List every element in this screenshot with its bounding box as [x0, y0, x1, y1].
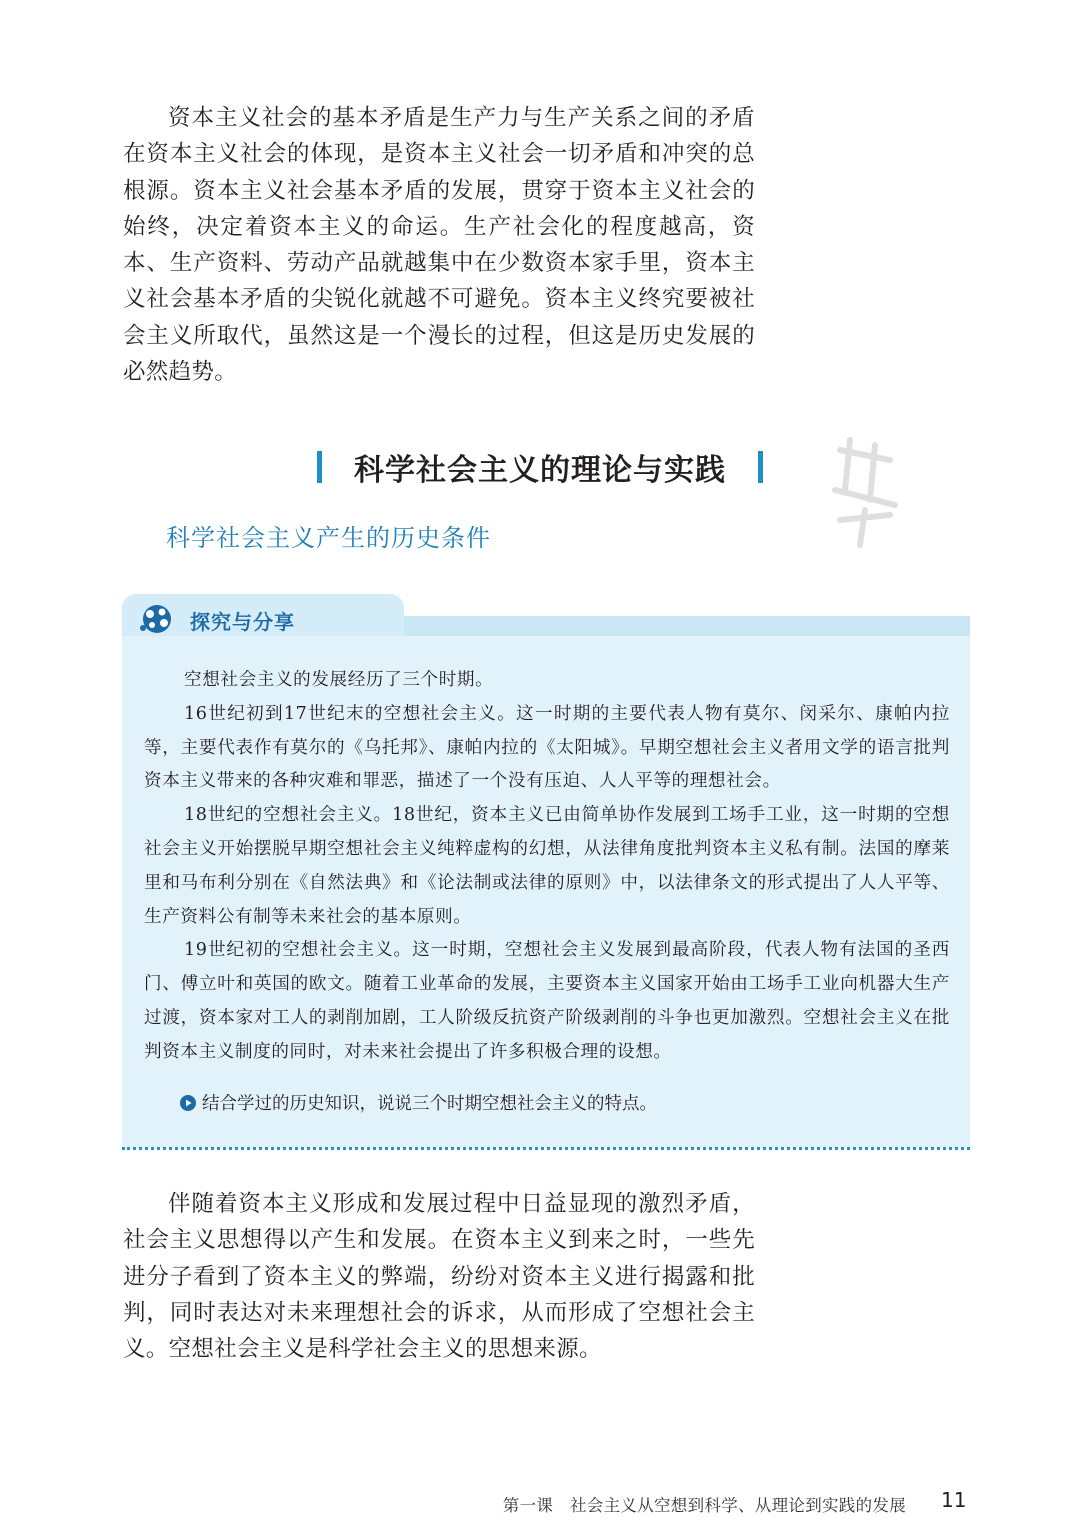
explore-paragraph: 18世纪的空想社会主义。18世纪，资本主义已由简单协作发展到工场手工业，这一时期的空想社会主义开始摆脱早期空想社会主义纯粹虚构的幻想，从法律角度批判资本主义私有制。法国的摩莱里和马布利分别在《自然法典》和《论法制或法律的原则》中，以法律条文的形式提出了人人平等、生产资料公有制等未来社会的基本原则。	[144, 805, 950, 927]
title-bar-left	[317, 451, 322, 483]
triangle-bullet-icon	[180, 1095, 196, 1111]
explore-text	[144, 664, 950, 1070]
globe-people-icon	[138, 602, 176, 636]
page-number: 11	[941, 1488, 967, 1512]
page-footer	[0, 1488, 1080, 1518]
footer-chapter-title: 第一课 社会主义从空想到科学、从理论到实践的发展	[502, 1496, 906, 1515]
watermark-stamp	[820, 430, 910, 550]
section-title-text: 科学社会主义的理论与实践	[354, 453, 726, 488]
prompt-text: 结合学过的历史知识，说说三个时期空想社会主义的特点。	[202, 1094, 657, 1114]
explore-paragraph: 19世纪初的空想社会主义。这一时期，空想社会主义发展到最高阶段，代表人物有法国的圣西门、傅立叶和英国的欧文。随着工业革命的发展，主要资本主义国家开始由工场手工业向机器大生产过渡，资本家对工人的剥削加剧，工人阶级反抗资产阶级剥削的斗争也更加激烈。空想社会主义在批判资本主义制度的同时，对未来社会提出了许多积极合理的设想。	[144, 940, 950, 1062]
explore-and-share-box	[122, 594, 970, 1150]
closing-paragraph: 伴随着资本主义形成和发展过程中日益显现的激烈矛盾，社会主义思想得以产生和发展。在资本主义到来之时，一些先进分子看到了资本主义的弊端，纷纷对资本主义进行揭露和批判，同时表达对未来理想社会的诉求，从而形成了空想社会主义。空想社会主义是科学社会主义的思想来源。	[123, 1191, 755, 1363]
explore-paragraph: 16世纪初到17世纪末的空想社会主义。这一时期的主要代表人物有莫尔、闵采尔、康帕内拉等，主要代表作有莫尔的《乌托邦》、康帕内拉的《太阳城》。早期空想社会主义者用文学的语言批判资本主义带来的各种灾难和罪恶，描述了一个没有压迫、人人平等的理想社会。	[144, 703, 950, 792]
explore-label: 探究与分享	[190, 610, 295, 634]
dotted-divider	[122, 1147, 970, 1150]
subsection-title: 科学社会主义产生的历史条件	[166, 524, 491, 552]
title-bar-right	[758, 451, 763, 483]
intro-paragraph: 资本主义社会的基本矛盾是生产力与生产关系之间的矛盾在资本主义社会的体现，是资本主义社会一切矛盾和冲突的总根源。资本主义社会基本矛盾的发展，贯穿于资本主义社会的始终，决定着资本主义的命运。生产社会化的程度越高，资本、生产资料、劳动产品就越集中在少数资本家手里，资本主义社会基本矛盾的尖锐化就越不可避免。资本主义终究要被社会主义所取代，虽然这是一个漫长的过程，但这是历史发展的必然趋势。	[123, 105, 755, 386]
explore-paragraph: 空想社会主义的发展经历了三个时期。	[184, 670, 494, 690]
section-title	[0, 447, 1080, 487]
discussion-prompt	[180, 1090, 657, 1115]
